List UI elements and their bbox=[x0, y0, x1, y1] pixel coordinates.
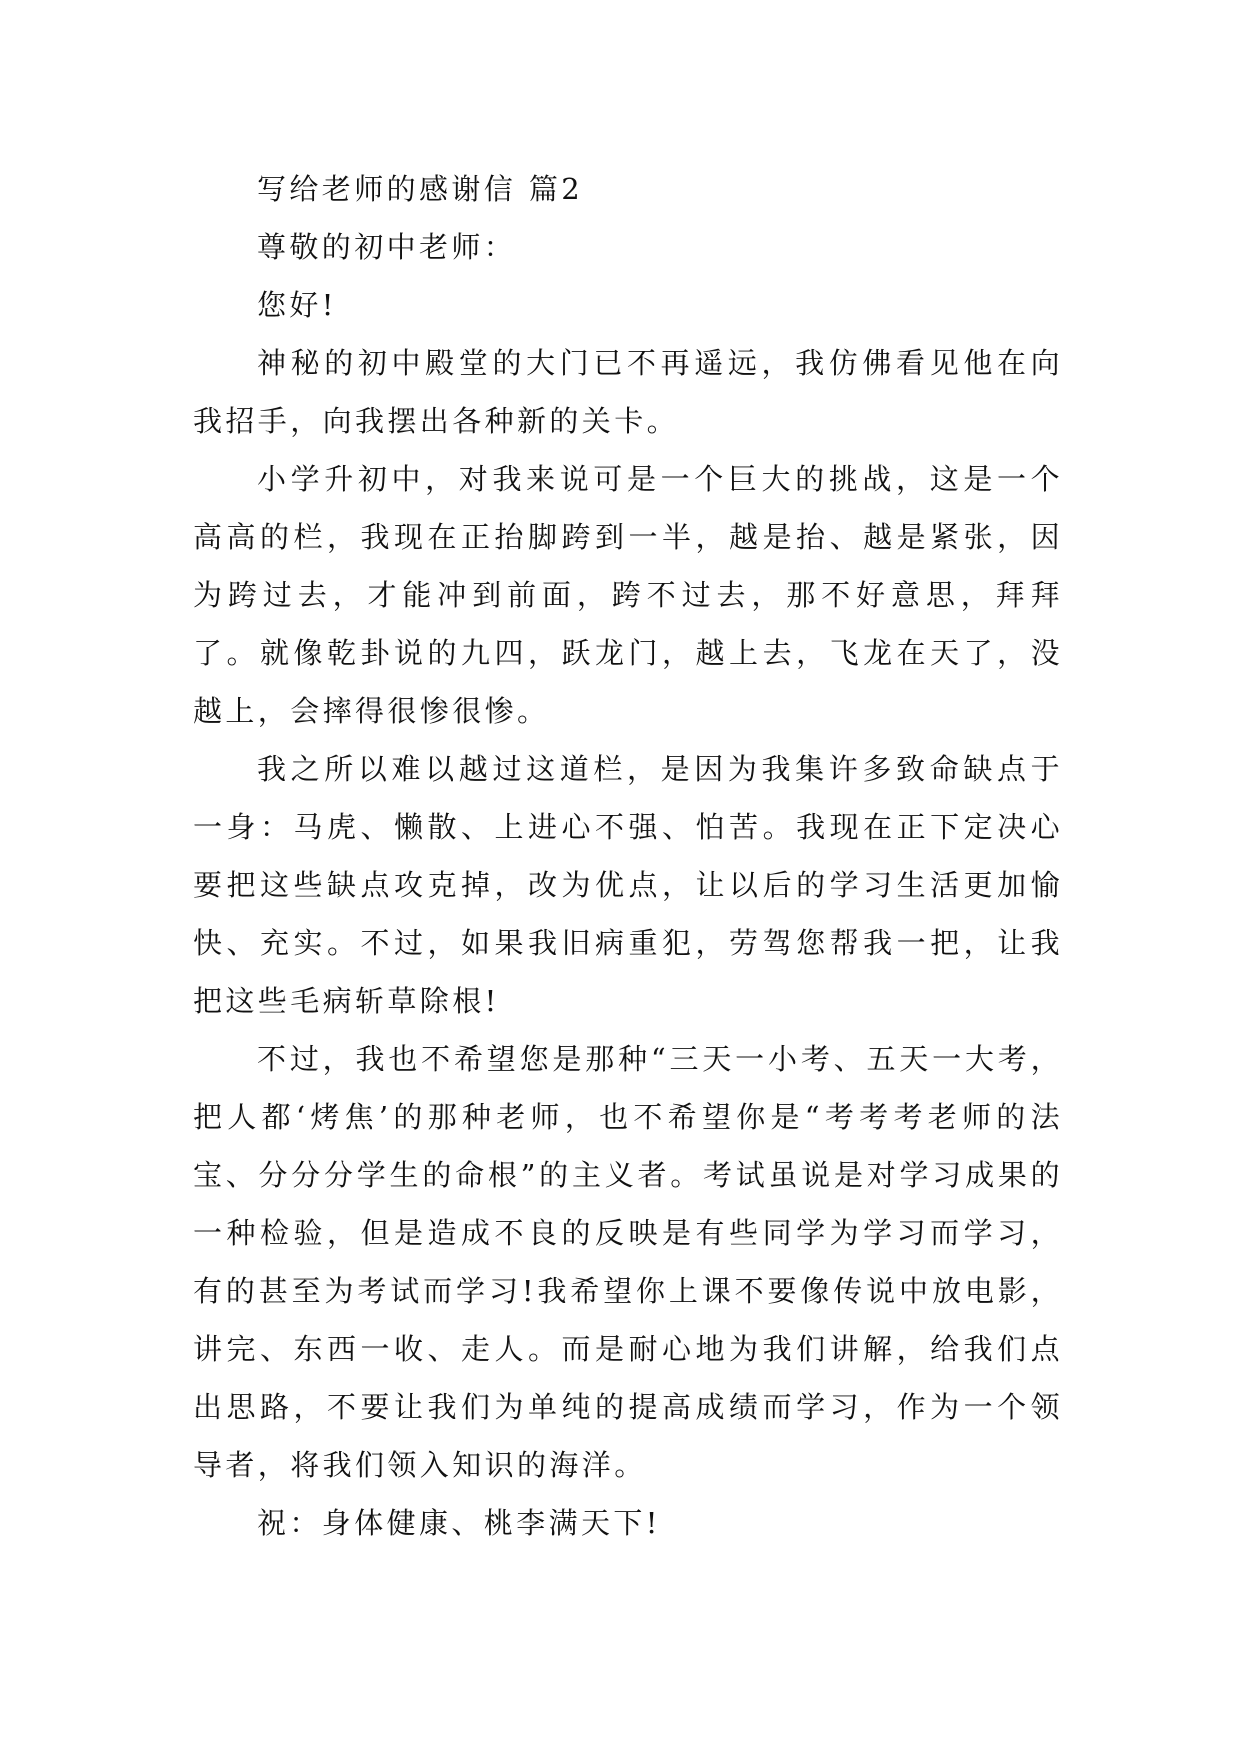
paragraph-3: 我之所以难以越过这道栏，是因为我集许多致命缺点于一身：马虎、懒散、上进心不强、怕苦。我现在正下定决心要把这些缺点攻克掉，改为优点，让以后的学习生活更加愉快、充实。不过，如果我旧病重犯，劳驾您帮我一把，让我把这些毛病斩草除根! bbox=[193, 752, 1063, 1018]
greeting: 您好! bbox=[257, 288, 337, 322]
closing-wish: 祝：身体健康、桃李满天下! bbox=[257, 1506, 661, 1540]
letter-body bbox=[193, 160, 1063, 1552]
paragraph-1: 神秘的初中殿堂的大门已不再遥远，我仿佛看见他在向我招手，向我摆出各种新的关卡。 bbox=[193, 346, 1063, 438]
letter-title: 写给老师的感谢信 篇2 bbox=[257, 172, 584, 206]
paragraph-2: 小学升初中，对我来说可是一个巨大的挑战，这是一个高高的栏，我现在正抬脚跨到一半，越是抬、越是紧张，因为跨过去，才能冲到前面，跨不过去，那不好意思，拜拜了。就像乾卦说的九四，跃龙门，越上去，飞龙在天了，没越上，会摔得很惨很惨。 bbox=[193, 462, 1063, 728]
salutation: 尊敬的初中老师： bbox=[257, 230, 517, 264]
paragraph-4: 不过，我也不希望您是那种“三天一小考、五天一大考，把人都‘烤焦’的那种老师，也不希望你是“考考考老师的法宝、分分分学生的命根”的主义者。考试虽说是对学习成果的一种检验，但是造成不良的反映是有些同学为学习而学习，有的甚至为考试而学习!我希望你上课不要像传说中放电影，讲完、东西一收、走人。而是耐心地为我们讲解，给我们点出思路，不要让我们为单纯的提高成绩而学习，作为一个领导者，将我们领入知识的海洋。 bbox=[193, 1042, 1063, 1482]
